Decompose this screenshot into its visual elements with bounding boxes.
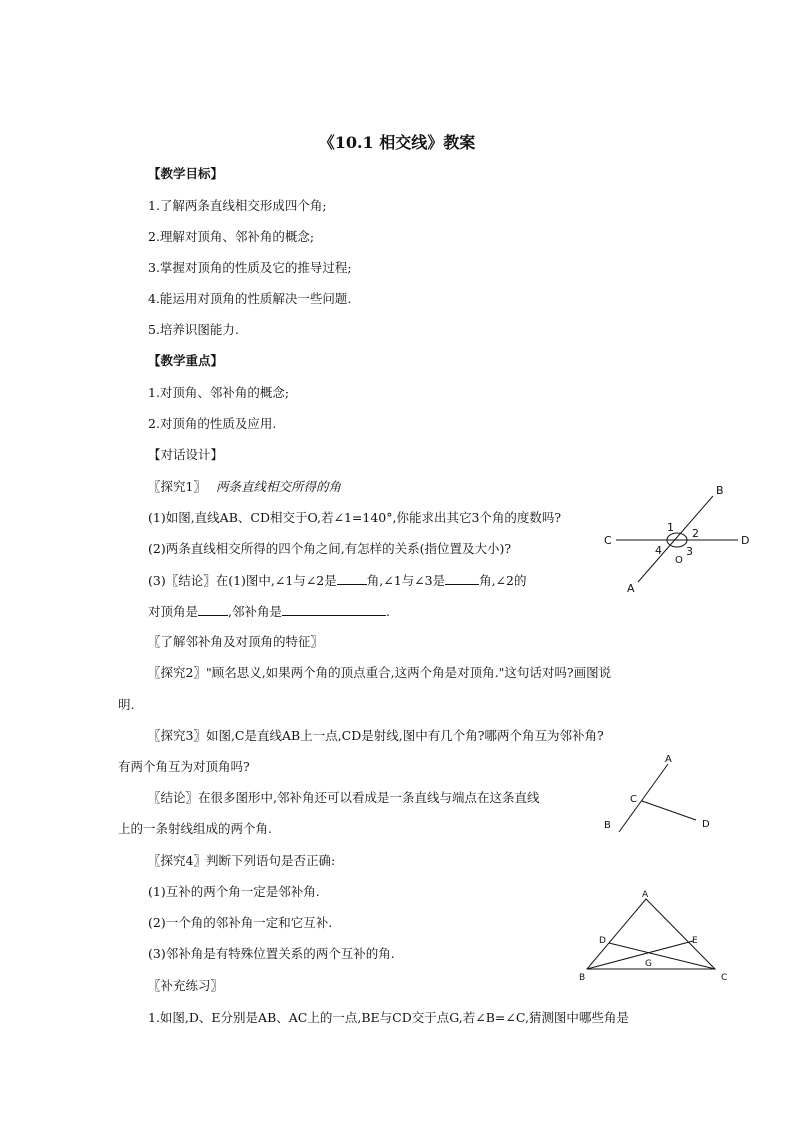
explore1-label: 〖探究1〗 [148,479,206,494]
answer-blank [282,603,386,616]
q3-text-f: . [386,604,390,619]
explore1-title: 两条直线相交所得的角 [215,479,341,494]
label-c: C [604,534,612,547]
objective-item: 5.培养识图能力. [148,322,239,337]
question-2: (2)两条直线相交所得的四个角之间,有怎样的关系(指位置及大小)? [148,541,512,556]
label-d: D [741,534,750,547]
keypoints-heading: 【教学重点】 [148,353,224,368]
angle-2-label: 2 [692,527,699,540]
keypoint-item: 1.对顶角、邻补角的概念; [148,385,290,400]
objective-item: 2.理解对顶角、邻补角的概念; [148,229,315,244]
judgement-1: (1)互补的两个角一定是邻补角. [148,884,320,899]
figure-intersecting-lines [600,482,760,597]
angle-3-label: 3 [686,545,693,558]
dialog-heading: 【对话设计】 [148,447,224,462]
q3-text-b: 角,∠1与∠3是 [366,573,446,588]
question-3-line2 [148,603,390,620]
conclusion-line1: 〖结论〗在很多图形中,邻补角还可以看成是一条直线与端点在这条直线 [148,790,540,805]
segment-cd [609,943,715,969]
objective-item: 3.掌握对顶角的性质及它的推导过程; [148,260,352,275]
answer-blank [198,603,228,616]
features-heading: 〖了解邻补角及对顶角的特征〗 [148,634,324,649]
judgement-3: (3)邻补角是有特殊位置关系的两个互补的角. [148,946,395,961]
angle-1-label: 1 [667,521,674,534]
label-c: C [721,973,728,983]
label-b: B [604,820,611,831]
ray-cd [642,801,696,820]
label-e: E [692,936,698,946]
label-a: A [627,582,635,595]
explore3-line1: 〖探究3〗如图,C是直线AB上一点,CD是射线,图中有几个角?哪两个角互为邻补角? [148,728,604,743]
explore2-line2: 明. [118,697,135,712]
answer-blank [337,572,367,585]
question-1: (1)如图,直线AB、CD相交于O,若∠1=140°,你能求出其它3个角的度数吗? [148,510,562,525]
q3-text-e: ,邻补角是 [228,604,282,619]
label-b: B [579,973,586,983]
exercise-1: 1.如图,D、E分别是AB、AC上的一点,BE与CD交于点G,若∠B=∠C,猜测图中哪些角是 [148,1010,629,1025]
supplement-heading: 〖补充练习〗 [148,978,224,993]
explore3-line2: 有两个角互为对顶角吗? [118,759,250,774]
explore4-heading: 〖探究4〗判断下列语句是否正确: [148,853,336,868]
explore1-line [148,479,341,495]
label-c: C [630,794,637,805]
q3-text-a: (3)〖结论〗在(1)图中,∠1与∠2是 [148,573,337,588]
answer-blank [445,572,479,585]
q3-text-d: 对顶角是 [148,604,199,619]
label-d: D [599,936,606,946]
q3-text-c: 角,∠2的 [479,573,527,588]
label-a: A [642,890,649,900]
figure-ray-on-line [598,752,718,842]
keypoint-item: 2.对顶角的性质及应用. [148,416,277,431]
figure-triangle [575,885,735,990]
label-a: A [665,754,672,765]
label-o: O [675,555,683,566]
objective-item: 4.能运用对顶角的性质解决一些问题. [148,291,352,306]
question-3-line1 [148,572,526,589]
label-g: G [645,959,652,969]
objective-item: 1.了解两条直线相交形成四个角; [148,198,327,213]
conclusion-line2: 上的一条射线组成的两个角. [118,821,272,836]
objectives-heading: 【教学目标】 [148,166,224,181]
label-b: B [716,484,724,497]
page-title: 《10.1 相交线》教案 [318,133,476,152]
judgement-2: (2)一个角的邻补角一定和它互补. [148,915,333,930]
explore2-line1: 〖探究2〗"顾名思义,如果两个角的顶点重合,这两个角是对顶角."这句话对吗?画图说 [148,665,612,680]
label-d: D [702,819,710,830]
line-ab [619,764,668,832]
angle-4-label: 4 [655,544,662,557]
line-ab [638,496,713,582]
